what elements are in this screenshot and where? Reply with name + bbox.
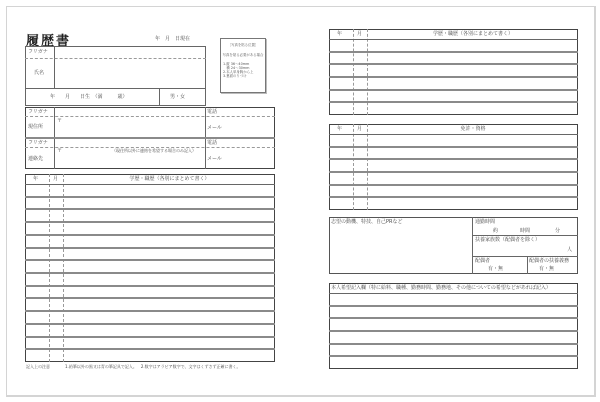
date-label: 年 月 日現在 xyxy=(155,36,191,42)
history-left-col-content: 学歴・職歴（各別にまとめて書く） xyxy=(129,176,210,182)
history-right-row xyxy=(329,77,578,89)
history-left-content-cell[interactable] xyxy=(63,209,273,221)
contact-input[interactable] xyxy=(56,148,204,168)
licenses-year-cell[interactable] xyxy=(329,172,353,184)
address-phone-label: 電話 xyxy=(207,109,218,115)
photo-subheading: 写真を貼る必要がある場合 xyxy=(222,53,264,58)
history-left-month-cell[interactable] xyxy=(49,260,63,272)
history-left-content-cell[interactable] xyxy=(63,235,273,247)
contact-note: （現住所以外に連絡を希望する場合のみ記入） xyxy=(112,148,196,153)
photo-heading: ［写真を貼る位置］ xyxy=(227,43,259,47)
photo-line-4: 3.裏面のりづけ xyxy=(223,74,247,79)
history-left-content-cell[interactable] xyxy=(63,311,273,323)
history-left-row xyxy=(25,349,275,361)
spouse-support-label: 配偶者の扶養義務 xyxy=(529,258,570,264)
commute-label: 通勤時間 xyxy=(475,219,496,225)
history-right-row xyxy=(329,64,578,76)
contact-email-label: メール xyxy=(207,156,222,162)
history-left-month-cell[interactable] xyxy=(49,324,63,336)
history-left-content-cell[interactable] xyxy=(63,184,273,196)
spouse-support-value[interactable]: 有・無 xyxy=(539,266,555,272)
dependents-divider xyxy=(472,256,578,257)
history-left-year-cell[interactable] xyxy=(25,298,49,310)
history-left-month-cell[interactable] xyxy=(49,235,63,247)
licenses-year-cell[interactable] xyxy=(329,159,353,171)
address-furigana-input[interactable] xyxy=(56,108,204,116)
address-furigana-label: フリガナ xyxy=(28,109,48,115)
name-furigana-label: フリガナ xyxy=(28,49,48,55)
history-left-year-cell[interactable] xyxy=(25,349,49,361)
licenses-month-cell[interactable] xyxy=(353,172,367,184)
name-label: 氏名 xyxy=(34,70,45,76)
address-label: 現住所 xyxy=(28,124,44,130)
gender-divider xyxy=(159,88,160,106)
history-left-row xyxy=(25,209,275,221)
birth-divider xyxy=(25,88,206,89)
licenses-col-month: 月 xyxy=(357,126,363,132)
history-left-content-cell[interactable] xyxy=(63,222,273,234)
birth-label: 年 月 日生 （満 歳） xyxy=(50,94,128,100)
history-left-row xyxy=(25,260,275,272)
history-left-row xyxy=(25,298,275,310)
history-right-month-cell[interactable] xyxy=(353,39,367,51)
document-title: 履歴書 xyxy=(26,34,72,49)
history-left-content-cell[interactable] xyxy=(63,273,273,285)
requests-row[interactable] xyxy=(329,318,578,330)
spouse-label: 配偶者 xyxy=(475,258,491,264)
requests-row[interactable] xyxy=(329,356,578,368)
history-left-row xyxy=(25,324,275,336)
history-right-content-cell[interactable] xyxy=(367,77,577,89)
licenses-year-cell[interactable] xyxy=(329,197,353,209)
licenses-row xyxy=(329,172,578,184)
history-left-content-cell[interactable] xyxy=(63,260,273,272)
spouse-value[interactable]: 有・無 xyxy=(488,266,504,272)
history-left-col-month: 月 xyxy=(53,176,59,182)
licenses-content-cell[interactable] xyxy=(367,134,577,146)
contact-furigana-label: フリガナ xyxy=(28,140,48,146)
licenses-month-cell[interactable] xyxy=(353,159,367,171)
history-right-year-cell[interactable] xyxy=(329,39,353,51)
licenses-row xyxy=(329,159,578,171)
contact-postal-mark: 〒 xyxy=(57,148,63,154)
history-left-row xyxy=(25,311,275,323)
address-input[interactable] xyxy=(56,118,204,137)
spouse-divider xyxy=(527,256,528,274)
history-left-row xyxy=(25,184,275,196)
furigana-divider xyxy=(25,58,206,59)
history-left-year-cell[interactable] xyxy=(25,324,49,336)
history-left-year-cell[interactable] xyxy=(25,235,49,247)
history-left-year-cell[interactable] xyxy=(25,273,49,285)
address-phone-email-input[interactable] xyxy=(207,117,273,137)
history-left-content-cell[interactable] xyxy=(63,298,273,310)
history-left-content-cell[interactable] xyxy=(63,324,273,336)
history-left-row xyxy=(25,273,275,285)
requests-row[interactable] xyxy=(329,331,578,343)
history-right-content-cell[interactable] xyxy=(367,64,577,76)
history-right-month-cell[interactable] xyxy=(353,102,367,114)
footer-note-label: 記入上の注意 xyxy=(26,364,50,369)
photo-line-1: 1.縦 36〜40mm xyxy=(223,61,250,66)
address-postal-mark: 〒 xyxy=(57,118,63,124)
history-left-year-cell[interactable] xyxy=(25,184,49,196)
history-right-col-content: 学歴・職歴（各別にまとめて書く） xyxy=(432,31,513,37)
licenses-row xyxy=(329,197,578,209)
motivation-input[interactable] xyxy=(331,227,470,272)
photo-line-3: 2.本人単身胸から上 xyxy=(223,70,254,74)
history-left-col-year: 年 xyxy=(33,176,39,182)
contact-phone-label: 電話 xyxy=(207,140,218,146)
history-left-year-cell[interactable] xyxy=(25,209,49,221)
commute-minutes: 分 xyxy=(555,228,561,234)
licenses-content-cell[interactable] xyxy=(367,159,577,171)
licenses-content-cell[interactable] xyxy=(367,197,577,209)
footer-note-text: 1.鉛筆以外の黒又は青の筆記具で記入。 2.数字はアラビア数字で、文字はくずさず正確に書く。 xyxy=(65,364,241,369)
licenses-content-cell[interactable] xyxy=(367,172,577,184)
history-left-content-cell[interactable] xyxy=(63,349,273,361)
history-left-year-cell[interactable] xyxy=(25,260,49,272)
motivation-divider xyxy=(472,217,473,274)
history-left-month-cell[interactable] xyxy=(49,349,63,361)
name-divider xyxy=(54,46,55,88)
history-left-month-cell[interactable] xyxy=(49,222,63,234)
history-left-year-cell[interactable] xyxy=(25,311,49,323)
history-left-month-cell[interactable] xyxy=(49,311,63,323)
name-furigana-input[interactable] xyxy=(56,47,204,57)
history-right-col-month: 月 xyxy=(357,31,363,37)
photo-line-2: 横 24〜30mm xyxy=(223,65,250,70)
gender-label[interactable]: 男・女 xyxy=(170,94,186,100)
history-right-month-cell[interactable] xyxy=(353,64,367,76)
history-right-content-cell[interactable] xyxy=(367,102,577,114)
photo-box[interactable] xyxy=(220,38,266,93)
history-right-year-cell[interactable] xyxy=(329,77,353,89)
history-right-month-cell[interactable] xyxy=(353,77,367,89)
history-right-year-cell[interactable] xyxy=(329,102,353,114)
contact-furigana-input[interactable] xyxy=(56,139,204,147)
history-right-content-cell[interactable] xyxy=(367,39,577,51)
history-left-row xyxy=(25,222,275,234)
requests-label: 本人希望記入欄（特に給料、職種、勤務時間、勤務地、その他についての希望などがあれば記入） xyxy=(331,285,551,291)
dependents-unit: 人 xyxy=(567,247,573,253)
licenses-month-cell[interactable] xyxy=(353,197,367,209)
history-right-col-year: 年 xyxy=(337,31,343,37)
contact-phone-email-input[interactable] xyxy=(207,148,273,168)
licenses-year-cell[interactable] xyxy=(329,134,353,146)
licenses-month-cell[interactable] xyxy=(353,134,367,146)
history-left-month-cell[interactable] xyxy=(49,209,63,221)
commute-hours: 時間 xyxy=(520,228,531,234)
dependents-input[interactable] xyxy=(474,244,576,255)
history-right-row xyxy=(329,39,578,51)
dependents-label: 扶養家族数（配偶者を除く） xyxy=(475,237,541,243)
history-right-row xyxy=(329,102,578,114)
address-email-label: メール xyxy=(207,125,222,131)
licenses-col-content: 免許・資格 xyxy=(460,126,486,132)
history-right-year-cell[interactable] xyxy=(329,64,353,76)
licenses-row xyxy=(329,134,578,146)
contact-label: 連絡先 xyxy=(28,156,44,162)
commute-divider xyxy=(472,235,578,236)
commute-approx: 約 xyxy=(493,228,499,234)
name-input[interactable] xyxy=(56,60,204,87)
history-left-month-cell[interactable] xyxy=(49,298,63,310)
history-left-row xyxy=(25,235,275,247)
requests-row[interactable] xyxy=(329,293,578,305)
commute-input[interactable] xyxy=(474,226,576,235)
history-left-year-cell[interactable] xyxy=(25,222,49,234)
motivation-label: 志望の動機、特技、自己PRなど xyxy=(331,219,403,225)
history-left-month-cell[interactable] xyxy=(49,184,63,196)
history-left-month-cell[interactable] xyxy=(49,273,63,285)
licenses-col-year: 年 xyxy=(337,126,343,132)
